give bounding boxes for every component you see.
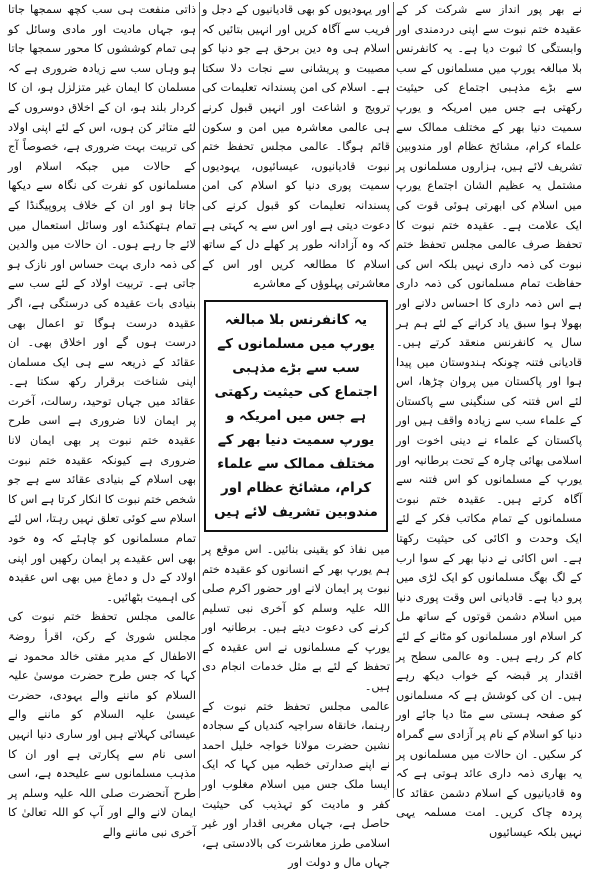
article-paragraph: نے بھر پور انداز سے شرکت کر کے عقیدہ ختم نبوت سے اپنی دردمندی اور وابستگی کا ثبوت دیا ہے۔ یہ کانفرنس بلا مبالغہ یورپ میں مسلمانوں کے سب سے بڑے مذہبی اجتماع کی حیثیت رکھتی ہے جس میں امریکہ و یورپ سمیت دنیا بھر کے مختلف ممالک سے علماء کرام، مشائخ عظام اور مندوبین تشریف لائے ہیں، ہزاروں مسلمانوں پر مشتمل یہ عظیم الشان اجتماع یورپ میں اسلام کی ابھرتی ہوئی قوت کی ایک علامت ہے۔ عقیدہ ختم نبوت کا تحفظ صرف عالمی مجلس تحفظ ختم نبوت کی ذمہ داری نہیں بلکہ اس کی حفاظت تمام مسلمانوں کی ذمہ داری ہے اس ذمہ داری کا احساس دلانے اور بھولا ہوا سبق یاد کرانے کے لئے ہم ہر سال یہ کانفرنس منعقد کرتے ہیں۔ قادیانی فتنہ چونکہ ہندوستان میں پیدا ہوا اور پاکستان میں پروان چڑھا، اس لئے اس فتنہ کی سنگینی سے پاکستان کے علماء سب سے زیادہ واقف ہیں اور پاکستان کے علماء نے دینی اخوت اور اسلامی بھائی چارہ کے تحت برطانیہ اور یورپ کے مسلمانوں کو اس فتنہ سے آگاہ کرتے ہیں۔ عقیدہ ختم نبوت مسلمانوں کے تمام مکاتب فکر کے لئے ایک وحدت و اکائی کی حیثیت رکھتا ہے۔ اس اکائی نے دنیا بھر کے سوا ارب کے لگ بھگ مسلمانوں کو ایک لڑی میں پرو دیا ہے۔ قادیانی اس وقت پوری دنیا میں اسلام دشمن قوتوں کے ساتھ مل کر اسلام اور مسلمانوں کو مٹانے کے لئے کام کر رہے ہیں۔ وہ عالمی سطح پر اقتدار پر قبضہ کے خواب دیکھ رہے ہیں۔ ان کی کوشش ہے کہ مسلمانوں کو صفحہ ہستی سے مٹا دیا جائے اور دنیا کو اسلام کے نام پر آزادی سے گمراہ کر سکیں۔ ان حالات میں مسلمانوں پر یہ بھاری ذمہ داری عائد ہوتی ہے کہ وہ قادیانیوں کے اسلام دشمن عقائد کا پردہ چاک کریں۔ امت مسلمہ یہی نہیں بلکہ عیسائیوں bbox=[396, 3, 582, 839]
article-paragraph: اور یہودیوں کو بھی قادیانیوں کے دجل و فریب سے آگاہ کریں اور انہیں بتائیں کہ اسلام ہی وہ دین برحق ہے جو دنیا کو مصیبت و پریشانی سے نجات دلا سکتا ہے۔ اسلام کی امن پسندانہ تعلیمات کی ترویج و اشاعت اور انہیں قبول کرنے ہی عالمی معاشرہ میں امن و سکون قائم ہوگا۔ عالمی مجلس تحفظ ختم نبوت قادیانیوں، عیسائیوں، یہودیوں سمیت پوری دنیا کو اسلام کی امن پسندانہ تعلیمات کو قبول کرنے کی دعوت دیتی ہے اور اس سے یہ کہتی ہے کہ وہ آزادانہ طور پر کھلے دل کے ساتھ اسلام کا مطالعہ کریں اور اس کے معاشرتی پہلوؤں کے معاشرے bbox=[202, 3, 390, 291]
column-divider bbox=[199, 2, 200, 798]
article-column-right bbox=[396, 0, 582, 839]
article-paragraph: میں نفاذ کو یقینی بنائیں۔ اس موقع پر ہم یورپ بھر کے انسانوں کو عقیدہ ختم نبوت پر ایمان لانے اور حضور اکرم صلی اللہ علیہ وسلم کو آخری نبی تسلیم کرنے کی دعوت دیتے ہیں۔ برطانیہ اور یورپ کے مسلمانوں نے اس عقیدہ کے تحفظ کے لئے بے مثل خدمات انجام دی ہیں۔ bbox=[202, 542, 390, 694]
pull-quote-box: یہ کانفرنس بلا مبالغہ یورپ میں مسلمانوں کے سب سے بڑے مذہبی اجتماع کی حیثیت رکھتی ہے جس میں امریکہ و یورپ سمیت دنیا بھر کے مختلف ممالک سے علماء کرام، مشائخ عظام اور مندوبین تشریف لائے ہیں bbox=[204, 300, 388, 532]
article-paragraph: عالمی مجلس تحفظ ختم نبوت کے رہنما، خانقاہ سراجیہ کندیاں کے سجادہ نشین حضرت مولانا خواجہ خلیل احمد نے اپنے صدارتی خطبہ میں کہا کہ ایک ایسا ملک جس میں اسلام مغلوب اور کفر و مادیت کو تہذیب کی حیثیت حاصل ہے، جہاں مغربی اقدار اور غیر اسلامی طرز معاشرت کی بالادستی ہے، جہاں مال و دولت اور bbox=[202, 699, 390, 870]
article-column-left bbox=[8, 0, 196, 839]
column-divider bbox=[393, 2, 394, 798]
article-column-middle bbox=[202, 0, 390, 870]
article-paragraph: عالمی مجلس تحفظ ختم نبوت کی مجلس شوریٰ کے رکن، اقرأ روضۃ الاطفال کے مدیر مفتی خالد محمود نے کہا کہ جس طرح حضرت موسیٰ علیہ السلام کو ماننے والے یہودی، حضرت عیسیٰ علیہ السلام کو ماننے والے عیسائی کہلاتے ہیں اور ساری دنیا انہیں اسی نام سے پکارتی ہے اور ان کا مذہب مسلمانوں سے علیحدہ ہے، اسی طرح آنحضرت صلی اللہ علیہ وسلم پر ایمان لانے والے اور آپ کو اللہ تعالیٰ کا آخری نبی ماننے والے bbox=[8, 610, 196, 839]
article-paragraph: ذاتی منفعت ہی سب کچھ سمجھا جاتا ہو، جہاں مادیت اور مادی وسائل کو ہی تمام کوششوں کا محور سمجھا جاتا ہو وہاں سب سے زیادہ ضروری ہے کہ مسلمان کا ایمان غیر متزلزل ہو، ان کا کردار بلند ہو، ان کے اخلاق دوسروں کے لئے متاثر کن ہوں، اس کے لئے اپنی اولاد کی تربیت بہت ضروری ہے، خصوصاً آج کے حالات میں جبکہ اسلام اور مسلمانوں کو نفرت کی نگاہ سے دیکھا جاتا ہو اور ان کے خلاف پروپیگنڈا کے تمام ہتھکنڈے اور وسائل استعمال میں لائے جا رہے ہوں۔ ان حالات میں والدین کی ذمہ داری بہت حساس اور نازک ہو جاتی ہے۔ تربیت اولاد کے لئے سب سے بنیادی بات عقیدہ کی درستگی ہے، اگر عقیدہ درست ہوگا تو اعمال بھی درست ہوں گے اور اخلاق بھی۔ ان عقائد کے ذریعہ سے ہی ایک مسلمان اپنی شناخت برقرار رکھ سکتا ہے۔ عقائد میں جہاں توحید، رسالت، آخرت پر ایمان لانا ضروری ہے اسی طرح عقیدہ ختم نبوت پر بھی ایمان لانا ضروری ہے کیونکہ عقیدہ ختم نبوت بھی اسلام کے بنیادی عقائد سے ہے جو شخص ختم نبوت کا انکار کرتا ہے اس کا اسلام سے کوئی تعلق نہیں رہتا، اس لئے تمام مسلمانوں کو چاہئے کہ وہ خود بھی اس عقیدے پر ایمان رکھیں اور اپنی اولاد کے دل و دماغ میں بھی اس عقیدہ کی اہمیت بٹھائیں۔ bbox=[8, 3, 196, 604]
